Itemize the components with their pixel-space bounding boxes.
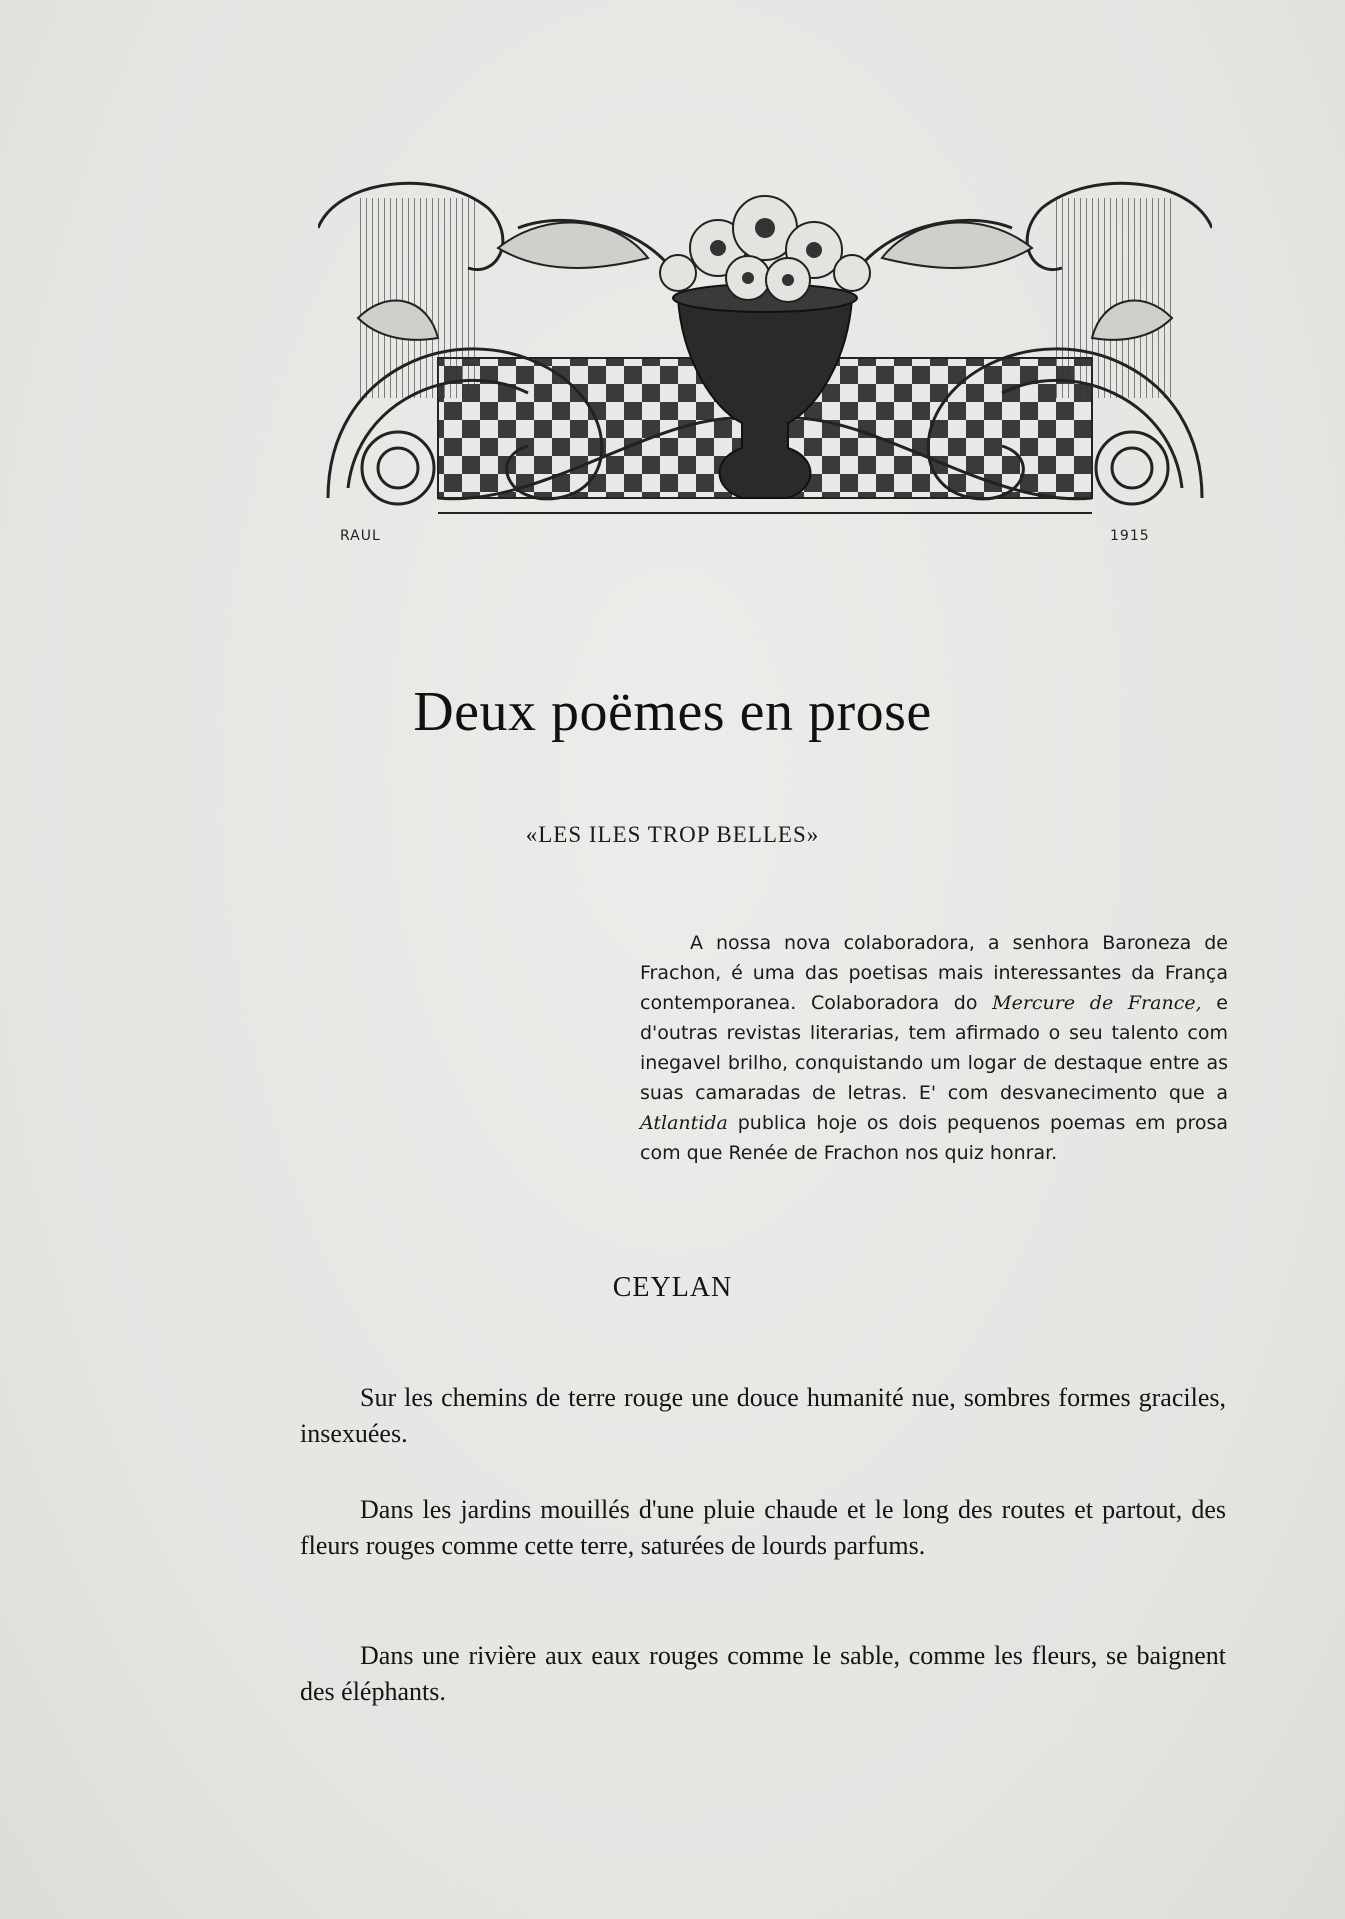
intro-text-part3: publica hoje os dois pequenos poemas em prosa com que Renée de Frachon nos quiz honrar. <box>640 1112 1228 1164</box>
illustration-date: 1915 <box>1110 528 1150 544</box>
intro-italic-mercure: Mercure de France, <box>992 992 1202 1014</box>
article-title: Deux poëmes en prose <box>413 681 932 743</box>
poem-paragraph <box>300 1492 1226 1564</box>
poem-paragraph-text: Dans une rivière aux eaux rouges comme le sable, comme les fleurs, se baignent des éléphants. <box>300 1641 1226 1706</box>
article-subtitle: «LES ILES TROP BELLES» <box>525 822 820 847</box>
poem-paragraph-text: Dans les jardins mouillés d'une pluie chaude et le long des routes et partout, des fleurs rouges comme cette terre, saturées de lourds parfums. <box>300 1495 1226 1560</box>
illustrator-signature: RAUL <box>340 528 381 544</box>
intro-text-part2: e d'outras revistas literarias, tem afirmado o seu talento com inegavel brilho, conquistando um logar de destaque entre as suas camaradas de letras. E' com desvanecimento que a <box>640 992 1228 1104</box>
intro-text-part1: A nossa nova colaboradora, a senhora Baroneza de Frachon, é uma das poetisas mais interessantes da França contemporanea. Colaboradora do <box>640 932 1228 1014</box>
ornamental-header-illustration <box>318 168 1212 548</box>
section-title: CEYLAN <box>612 1272 733 1303</box>
editorial-introduction <box>640 928 1228 1168</box>
intro-italic-atlantida: Atlantida <box>640 1112 728 1134</box>
poem-paragraph-text: Sur les chemins de terre rouge une douce humanité nue, sombres formes graciles, insexuées. <box>300 1383 1226 1448</box>
poem-paragraph <box>300 1380 1226 1452</box>
poem-paragraph <box>300 1638 1226 1710</box>
